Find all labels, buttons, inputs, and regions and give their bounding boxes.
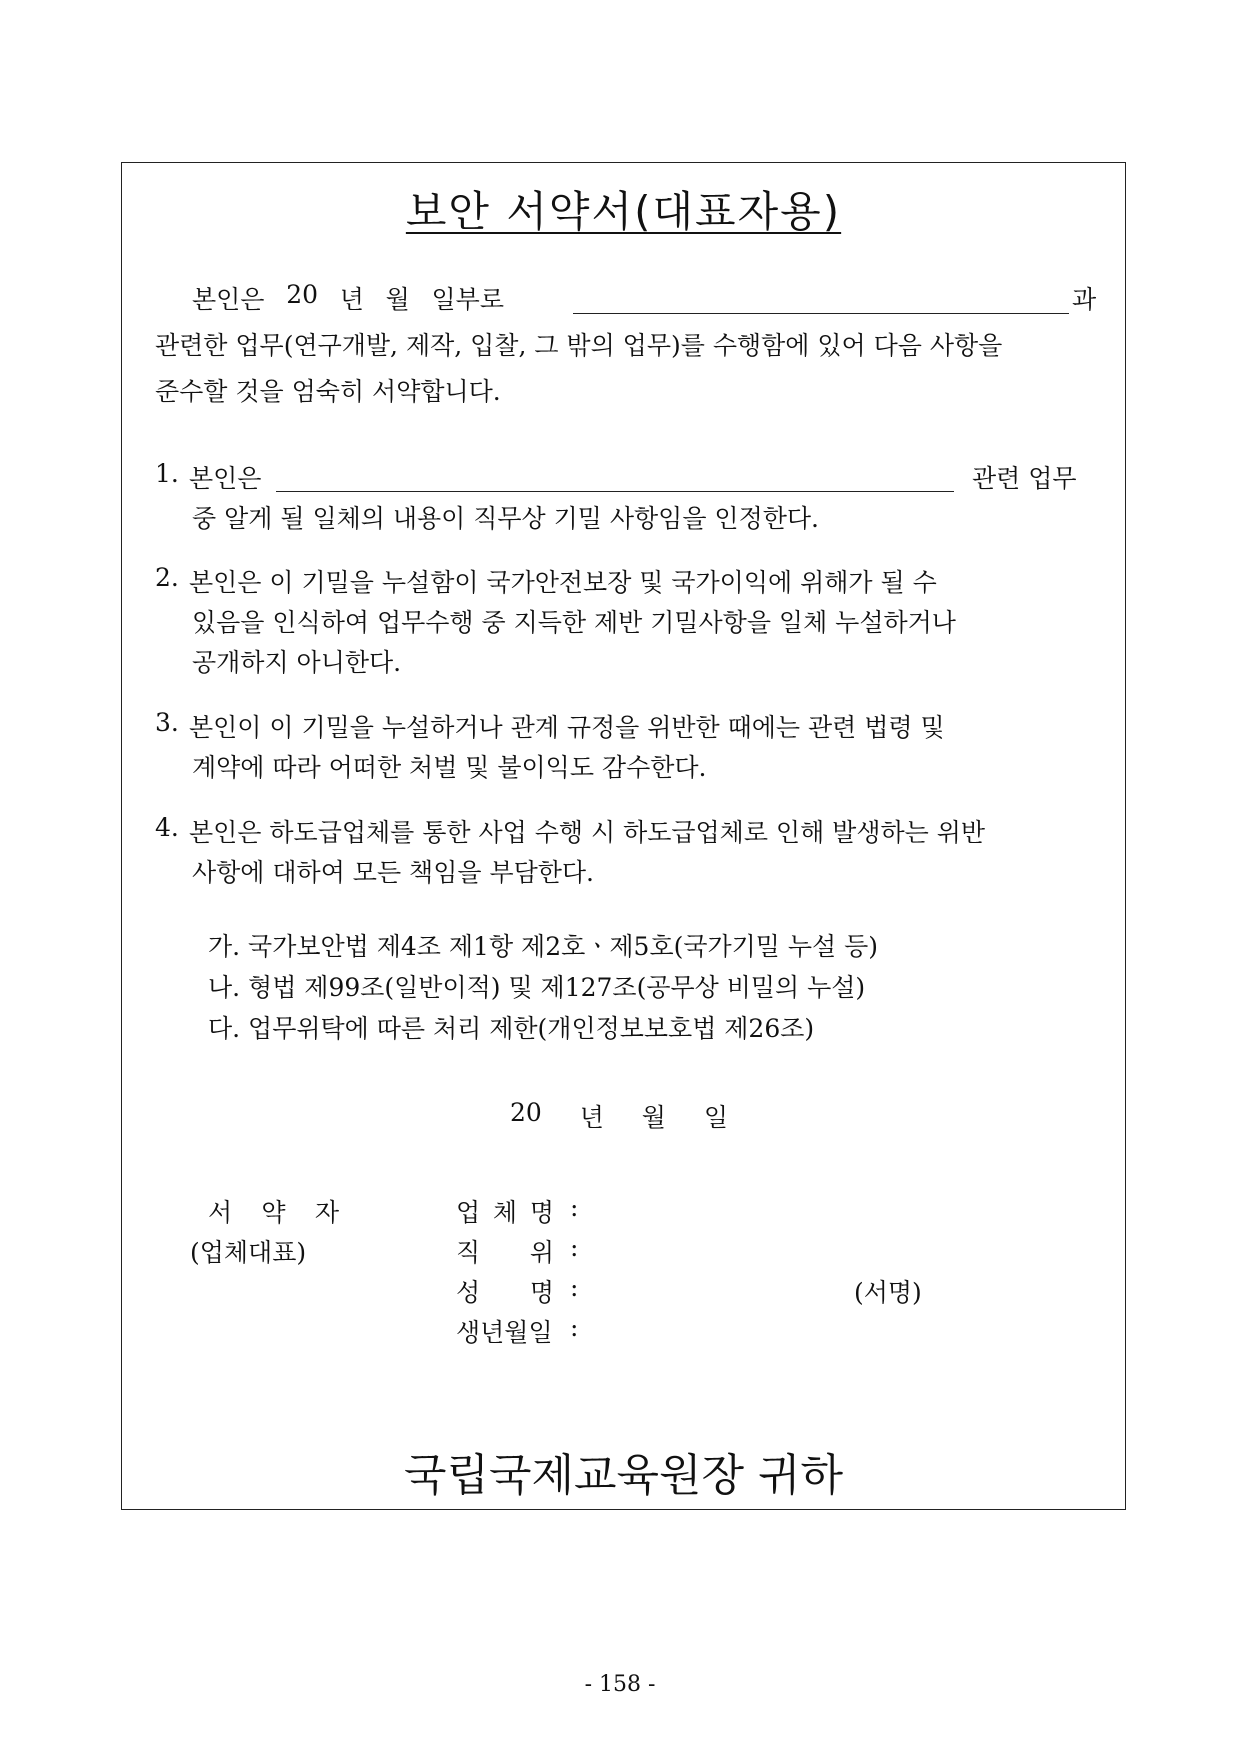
item-4-number: 4. <box>155 813 179 842</box>
page-number: - 158 - <box>584 1672 656 1697</box>
field-colon: : <box>570 1193 579 1222</box>
item-2-line-2: 있음을 인식하여 업무수행 중 지득한 제반 기밀사항을 일체 누설하거나 <box>192 608 956 637</box>
field-label-position: 직 위 <box>456 1238 554 1267</box>
intro-line-2: 관련한 업무(연구개발, 제작, 입찰, 그 밖의 업무)를 수행함에 있어 다음 사항을 <box>155 331 1003 360</box>
reference-item: 가. 국가보안법 제4조 제1항 제2호ㆍ제5호(국가기밀 누설 등) <box>208 932 879 961</box>
field-label-birthdate: 생년월일 <box>456 1318 553 1347</box>
item-4-line-2: 사항에 대하여 모든 책임을 부담한다. <box>192 858 594 887</box>
item-4-line-1: 본인은 하도급업체를 통한 사업 수행 시 하도급업체로 인해 발생하는 위반 <box>189 818 986 847</box>
item-1-suffix: 관련 업무 <box>972 464 1077 493</box>
item-2-line-3: 공개하지 아니한다. <box>192 648 402 677</box>
field-colon: : <box>570 1313 579 1342</box>
item-3-line-1: 본인이 이 기밀을 누설하거나 관계 규정을 위반한 때에는 관련 법령 및 <box>189 713 945 742</box>
closing-addressee: 국립국제교육원장 귀하 <box>403 1450 844 1501</box>
intro-line-3: 준수할 것을 엄숙히 서약합니다. <box>155 377 501 406</box>
document-frame <box>121 162 1126 1510</box>
field-colon: : <box>570 1233 579 1262</box>
intro-line-1-words: 본인은 20 년 월 일부로 <box>192 280 504 314</box>
item-1-line-2: 중 알게 될 일체의 내용이 직무상 기밀 사항임을 인정한다. <box>192 504 819 533</box>
field-colon: : <box>570 1273 579 1302</box>
signer-label: 서 약 자 <box>208 1198 339 1227</box>
document-title: 보안 서약서(대표자용) <box>405 187 842 236</box>
item-3-number: 3. <box>155 708 179 737</box>
item-1-number: 1. <box>155 459 179 488</box>
signature-note: (서명) <box>854 1278 922 1307</box>
item-3-line-2: 계약에 따라 어떠한 처벌 및 불이익도 감수한다. <box>192 753 707 782</box>
reference-item: 다. 업무위탁에 따른 처리 제한(개인정보보호법 제26조) <box>208 1014 815 1043</box>
item-1-prefix: 본인은 <box>189 464 262 493</box>
company-blank-line <box>573 313 1069 314</box>
reference-item: 나. 형법 제99조(일반이적) 및 제127조(공무상 비밀의 누설) <box>208 973 866 1002</box>
item-2-line-1: 본인은 이 기밀을 누설함이 국가안전보장 및 국가이익에 위해가 될 수 <box>189 568 937 597</box>
field-label-name: 성 명 <box>456 1278 554 1307</box>
item-1-blank-line <box>276 491 954 492</box>
field-label-company: 업 체 명 <box>456 1198 554 1227</box>
item-2-number: 2. <box>155 563 179 592</box>
date-line: 20 년 월 일 <box>510 1098 728 1132</box>
intro-line-1-suffix: 과 <box>1072 285 1097 314</box>
signer-sublabel: (업체대표) <box>190 1238 307 1267</box>
